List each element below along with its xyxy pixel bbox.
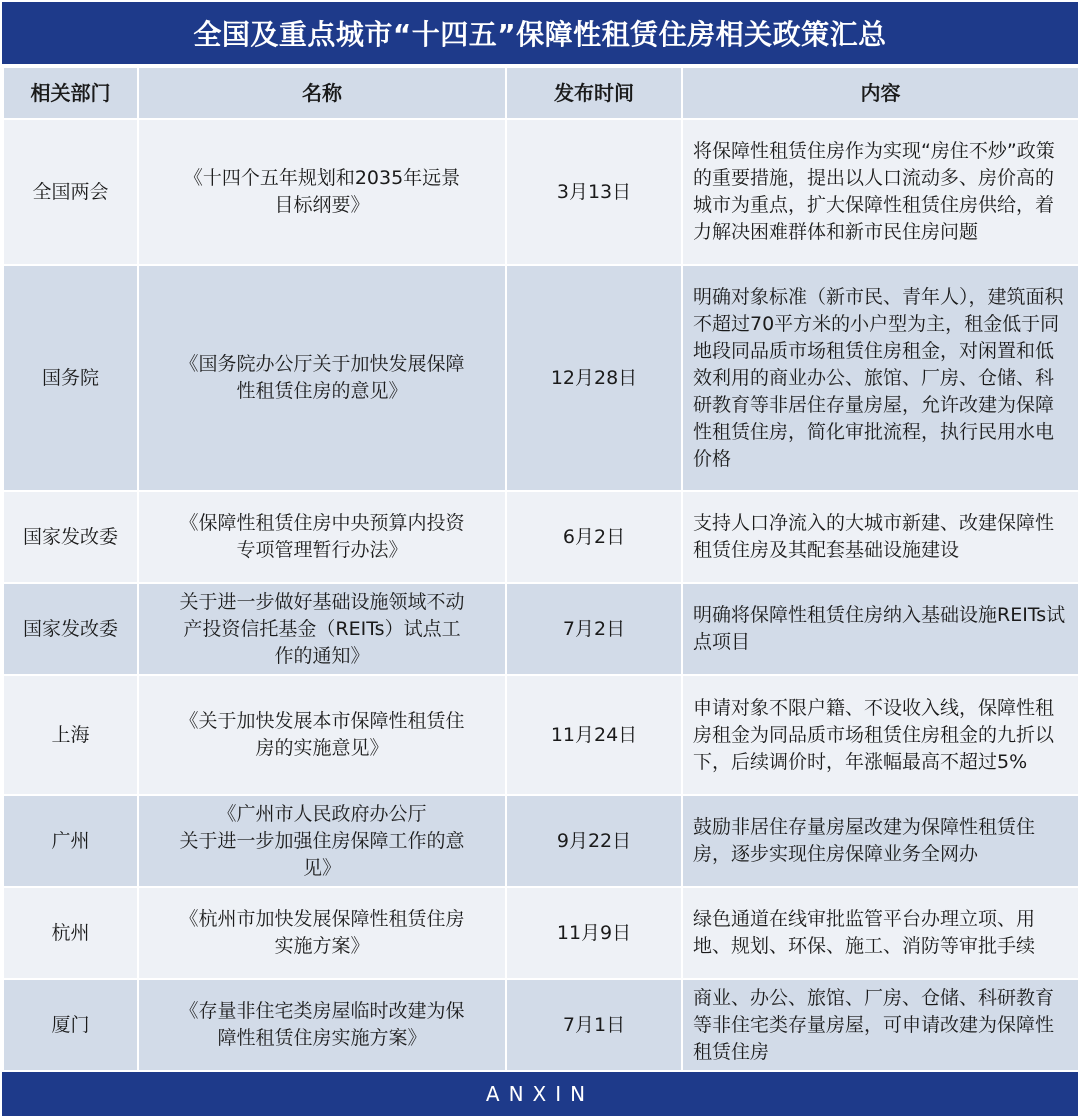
row-content: 商业、办公、旅馆、厂房、仓储、科研教育等非住宅类存量房屋，可申请改建为保障性租赁住房 [682, 979, 1079, 1071]
doc-line: 关于进一步加强住房保障工作的意 [179, 829, 465, 852]
doc-line: 《国务院办公厅关于加快发展保障 [179, 353, 465, 375]
header-row [3, 67, 1079, 119]
doc-line: 《杭州市加快发展保障性租赁住房 [179, 908, 465, 930]
row-doc-name [138, 491, 506, 583]
doc-line: 产投资信托基金（REITs）试点工 [183, 617, 461, 640]
policy-table [2, 66, 1080, 1072]
header-dept: 相关部门 [3, 67, 138, 119]
doc-line: 房的实施意见》 [255, 737, 389, 759]
doc-line: 《关于加快发展本市保障性租赁住 [179, 710, 465, 732]
doc-line: 障性租赁住房实施方案》 [217, 1027, 427, 1049]
row-date: 11月24日 [506, 675, 682, 795]
row-content: 明确对象标准（新市民、青年人），建筑面积不超过70平方米的小户型为主，租金低于同地段同品质市场租赁住房租金，对闲置和低效利用的商业办公、旅馆、厂房、仓储、科研教育等非居住存量房屋，允许改建为保障性租赁住房，简化审批流程，执行民用水电价格 [682, 265, 1079, 491]
row-doc-name [138, 795, 506, 887]
row-doc-name [138, 675, 506, 795]
row-content: 绿色通道在线审批监管平台办理立项、用地、规划、环保、施工、消防等审批手续 [682, 887, 1079, 979]
header-content: 内容 [682, 67, 1079, 119]
row-content: 明确将保障性租赁住房纳入基础设施REITs试点项目 [682, 583, 1079, 675]
row-dept: 国家发改委 [3, 583, 138, 675]
doc-line: 目标纲要》 [274, 194, 370, 216]
table-row [3, 583, 1079, 675]
doc-line: 《广州市人民政府办公厅 [217, 802, 427, 825]
row-date: 3月13日 [506, 119, 682, 265]
doc-line: 性租赁住房的意见》 [236, 380, 408, 402]
row-content: 鼓励非居住存量房屋改建为保障性租赁住房，逐步实现住房保障业务全网办 [682, 795, 1079, 887]
row-dept: 杭州 [3, 887, 138, 979]
table-row [3, 795, 1079, 887]
row-doc-name [138, 979, 506, 1071]
row-doc-name [138, 119, 506, 265]
row-date: 6月2日 [506, 491, 682, 583]
header-name: 名称 [138, 67, 506, 119]
table-row [3, 119, 1079, 265]
table-row [3, 265, 1079, 491]
table-row [3, 675, 1079, 795]
row-doc-name [138, 583, 506, 675]
row-dept: 上海 [3, 675, 138, 795]
row-date: 7月1日 [506, 979, 682, 1071]
doc-line: 实施方案》 [274, 935, 370, 957]
doc-line: 见》 [302, 856, 341, 879]
table-row [3, 491, 1079, 583]
row-doc-name [138, 265, 506, 491]
row-date: 11月9日 [506, 887, 682, 979]
header-date: 发布时间 [506, 67, 682, 119]
row-dept: 全国两会 [3, 119, 138, 265]
row-content: 将保障性租赁住房作为实现“房住不炒”政策的重要措施，提出以人口流动多、房价高的城市为重点，扩大保障性租赁住房供给，着力解决困难群体和新市民住房问题 [682, 119, 1079, 265]
row-date: 7月2日 [506, 583, 682, 675]
row-dept: 厦门 [3, 979, 138, 1071]
row-date: 12月28日 [506, 265, 682, 491]
row-dept: 国家发改委 [3, 491, 138, 583]
row-doc-name [138, 887, 506, 979]
doc-line: 《存量非住宅类房屋临时改建为保 [179, 1000, 465, 1022]
table-title: 全国及重点城市“十四五”保障性租赁住房相关政策汇总 [2, 2, 1078, 64]
row-dept: 国务院 [3, 265, 138, 491]
doc-line: 作的通知》 [274, 644, 370, 667]
row-date: 9月22日 [506, 795, 682, 887]
table-row [3, 887, 1079, 979]
row-dept: 广州 [3, 795, 138, 887]
row-content: 申请对象不限户籍、不设收入线，保障性租房租金为同品质市场租赁住房租金的九折以下，后续调价时，年涨幅最高不超过5% [682, 675, 1079, 795]
doc-line: 专项管理暂行办法》 [236, 539, 408, 561]
doc-line: 《十四个五年规划和2035年远景 [183, 167, 461, 189]
doc-line: 《保障性租赁住房中央预算内投资 [179, 512, 465, 534]
table-row [3, 979, 1079, 1071]
doc-line: 关于进一步做好基础设施领域不动 [179, 590, 465, 613]
footer-brand: ANXIN [2, 1072, 1078, 1116]
row-content: 支持人口净流入的大城市新建、改建保障性租赁住房及其配套基础设施建设 [682, 491, 1079, 583]
